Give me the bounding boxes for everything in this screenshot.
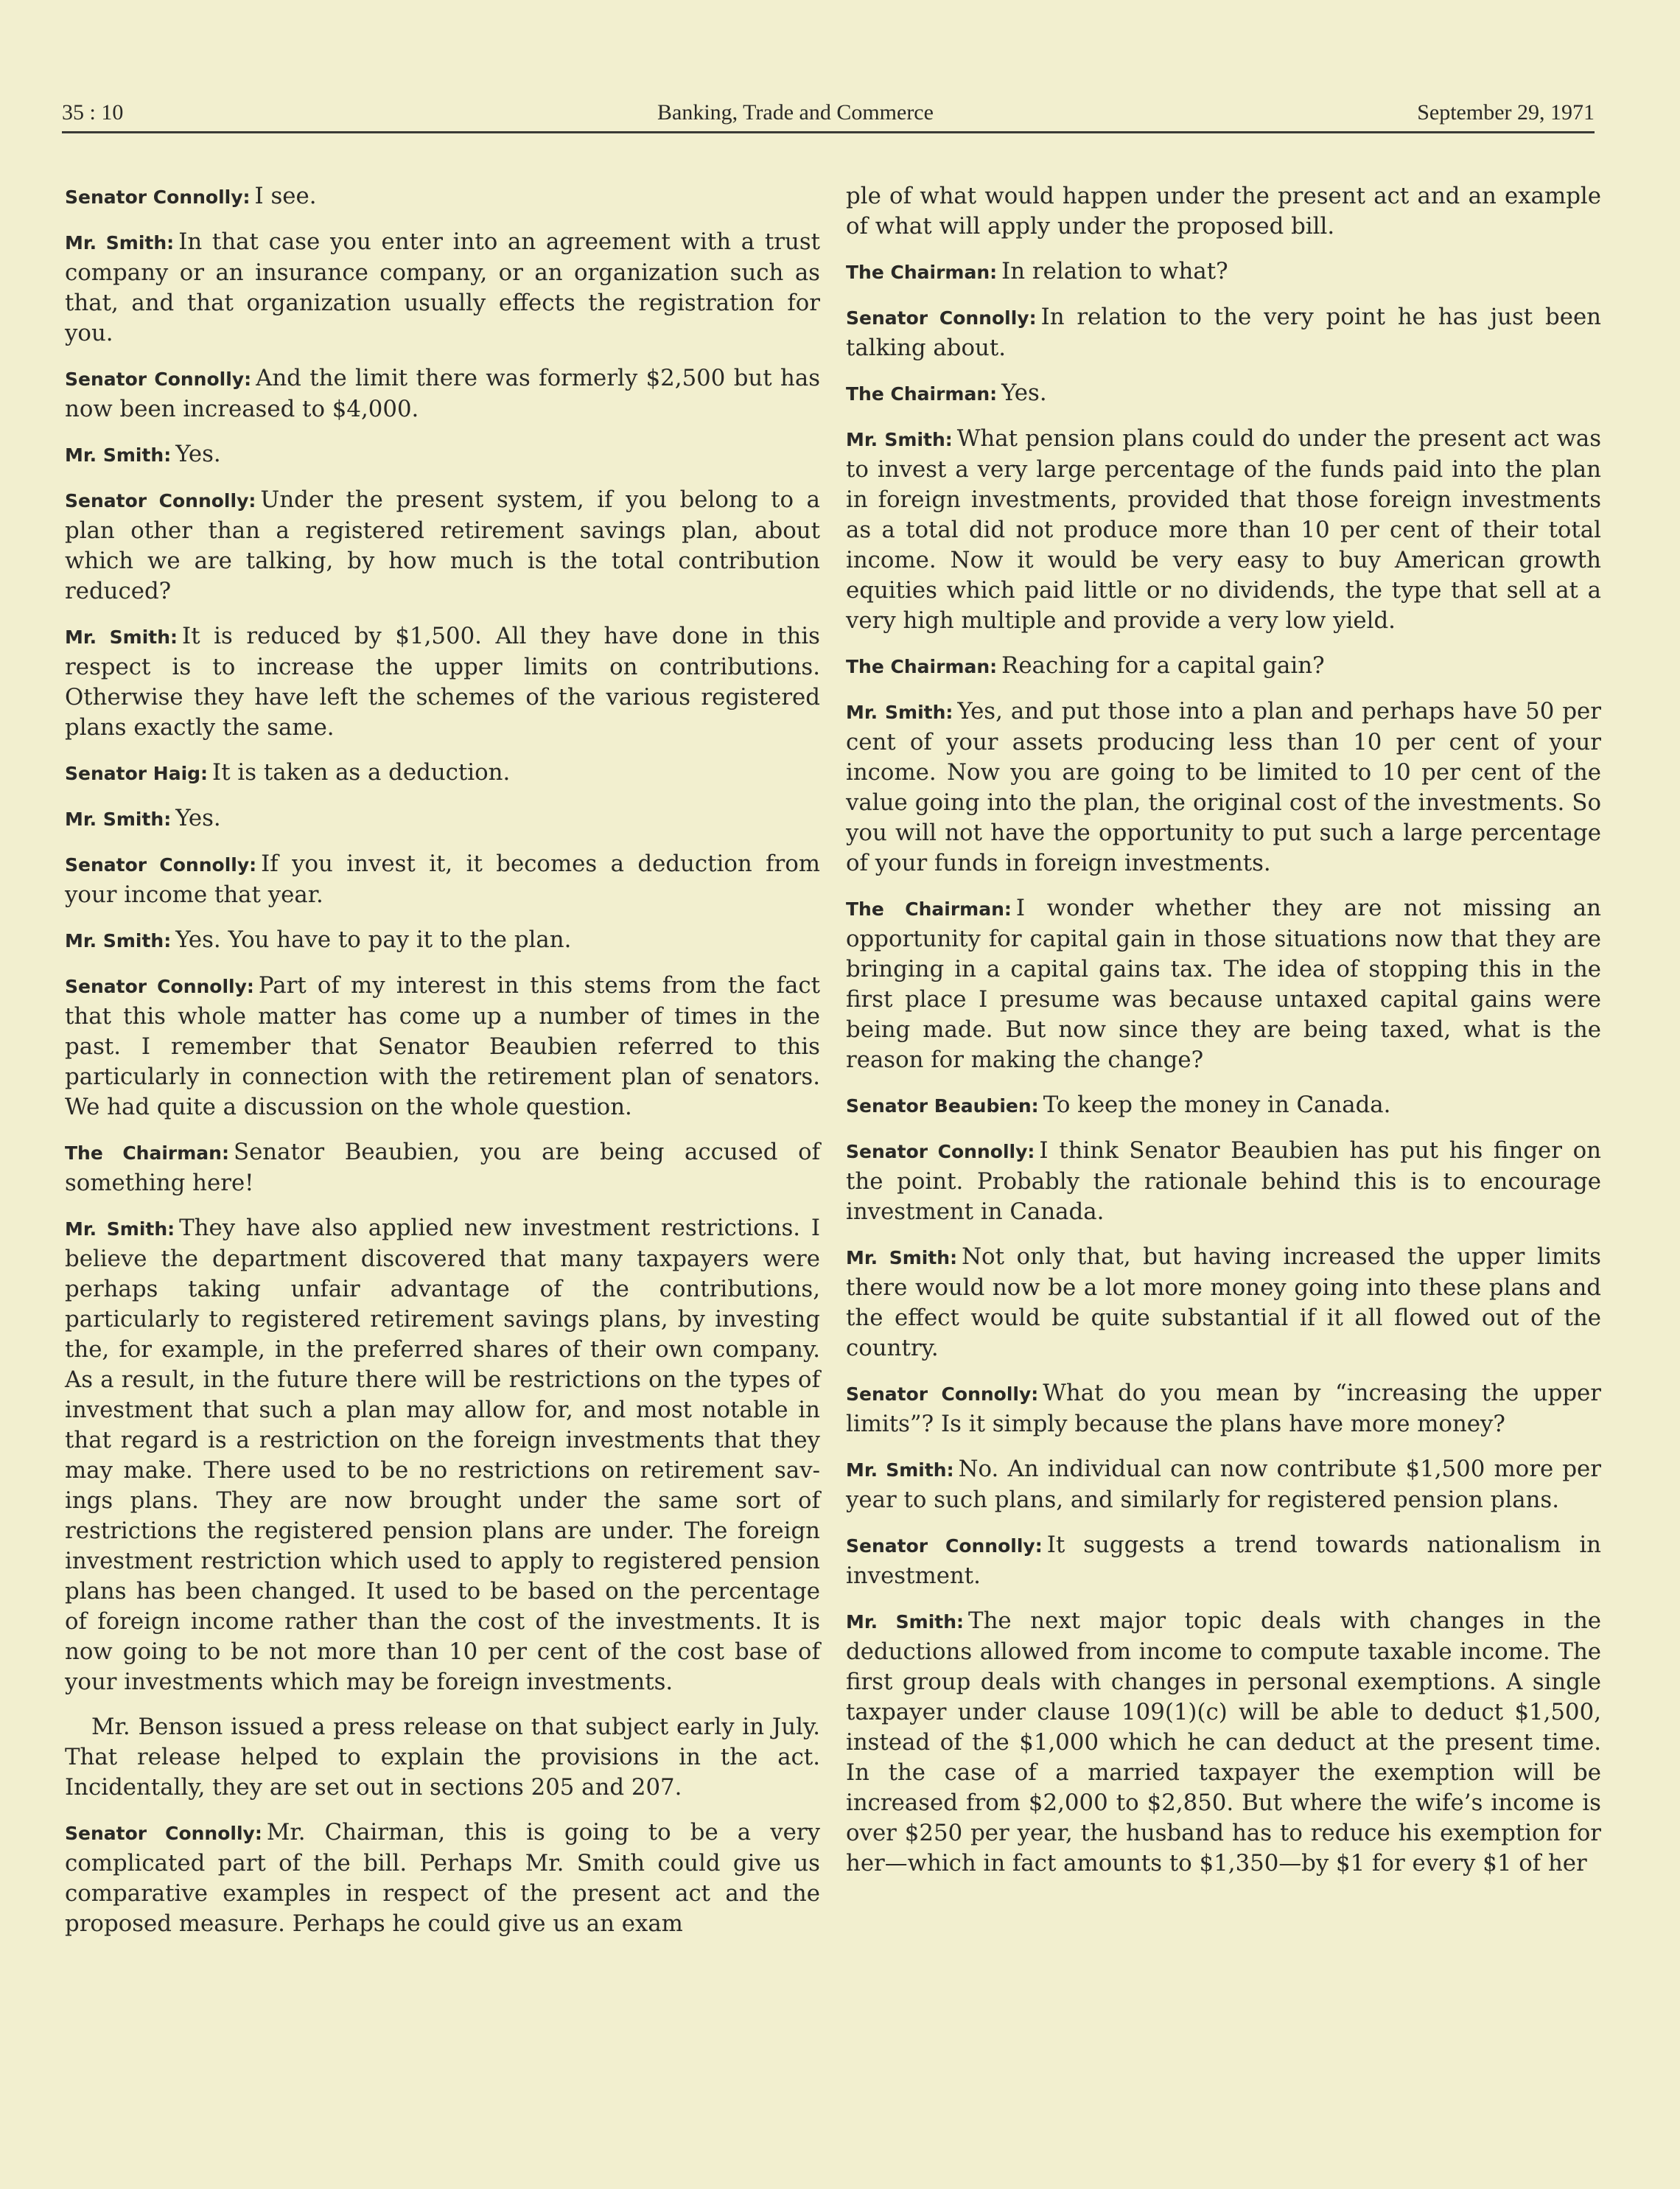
page-header [62, 93, 1595, 133]
paragraph-text: No. An individual can now contribute $1,500 more per year to such plans, and similarly for registered pension plans. [846, 1456, 1601, 1513]
paragraph [846, 378, 1601, 409]
speaker-label: Senator Connolly: [65, 369, 252, 390]
speaker-label: The Chairman: [846, 656, 998, 677]
paragraph-text: Yes. [175, 441, 221, 467]
paragraph-text: Reaching for a capital gain? [1001, 652, 1325, 679]
speaker-label: Mr. Smith: [846, 1459, 954, 1481]
speaker-label: The Chairman: [846, 383, 998, 405]
speaker-label: Mr. Smith: [846, 1247, 958, 1268]
speaker-label: Mr. Smith: [65, 626, 178, 648]
speaker-label: Mr. Smith: [65, 444, 172, 466]
paragraph-text: Under the present system, if you belong to a plan other than a registered retirement savings plan, about which we are talking, by how much is the total contribution reduced? [65, 486, 820, 604]
speaker-label: Senator Connolly: [65, 854, 257, 876]
paragraph [846, 651, 1601, 682]
paragraph [65, 621, 820, 743]
paragraph-text: To keep the money in Canada. [1043, 1092, 1391, 1118]
running-title: Banking, Trade and Commerce [657, 100, 934, 125]
paragraph [846, 1530, 1601, 1591]
paragraph-text: The next major topic deals with changes in the deductions allowed from income to compute taxable income. The first group deals with changes in personal exemptions. A single taxpayer under clause 109(1)(c) will be able to deduct $1,500, instead of the $1,000 which he can deduct at the present time. In the case of a married taxpayer the exemption will be increased from $2,000 to $2,850. But where the wife’s income is over $250 per year, the husband has to reduce his exemption for her—which in fact amounts to $1,350—by $1 for every $1 of her [846, 1607, 1602, 1876]
speaker-label: Mr. Smith: [65, 232, 175, 254]
paragraph [65, 1818, 820, 1939]
paragraph-text: They have also applied new investment restrictions. I believe the department discovered that many taxpayers were perhaps taking unfair advantage of the contributions, particularly to registered retirement savings plans, by investing the, for example, in the preferred shares of their own company. As a result, in the future there will be restrictions on the types of investment that such a plan may allow for, and most notable in that regard is a restriction on the foreign investments that they may make. There used to be no restrictions on retirement savings plans. They are now brought under the same sort of restrictions the registered pension plans are under. The foreign investment restriction which used to apply to registered pension plans has been changed. It used to be based on the percentage of foreign income rather than the cost of the investments. It is now going to be not more than 10 per cent of the cost base of your investments which may be foreign investments. [65, 1215, 821, 1695]
speaker-label: The Chairman: [846, 898, 1012, 920]
paragraph-text: I think Senator Beaubien has put his finger on the point. Probably the rationale behind this is to encourage investment in Canada. [846, 1137, 1602, 1225]
speaker-label: Senator Connolly: [846, 1383, 1039, 1405]
speaker-label: Senator Beaubien: [846, 1095, 1039, 1117]
paragraph [846, 1454, 1601, 1515]
page-date: September 29, 1971 [1417, 100, 1595, 125]
speaker-label: Senator Connolly: [846, 1535, 1043, 1557]
paragraph [65, 181, 820, 212]
paragraph [65, 485, 820, 607]
paragraph [846, 1378, 1601, 1439]
speaker-label: The Chairman: [846, 262, 998, 283]
paragraph [846, 696, 1601, 879]
speaker-label: Senator Connolly: [65, 186, 251, 208]
paragraph [846, 256, 1601, 287]
paragraph [65, 439, 820, 470]
speaker-label: Mr. Smith: [846, 1611, 965, 1633]
speaker-label: Mr. Smith: [65, 1218, 175, 1240]
paragraph [846, 1242, 1601, 1364]
paragraph [846, 302, 1601, 363]
paragraph-text: It is taken as a deduction. [212, 759, 511, 786]
paragraph-text: Yes. [175, 805, 221, 831]
paragraph [65, 849, 820, 910]
paragraph [65, 227, 820, 349]
paragraph [65, 363, 820, 425]
paragraph [65, 1213, 820, 1697]
paragraph-text: Yes. You have to pay it to the plan. [175, 926, 572, 953]
paragraph [65, 803, 820, 834]
speaker-label: Mr. Smith: [846, 429, 953, 450]
paragraph-text: In relation to what? [1001, 258, 1228, 284]
speaker-label: The Chairman: [65, 1142, 229, 1164]
paragraph [65, 971, 820, 1123]
speaker-label: Senator Haig: [65, 763, 209, 784]
page-number: 35 : 10 [62, 100, 124, 125]
paragraph [846, 893, 1601, 1075]
paragraph [846, 1606, 1601, 1879]
paragraph [65, 925, 820, 956]
paragraph-text: Not only that, but having increased the upper limits there would now be a lot more money going into these plans and the effect would be quite substantial if it all flowed out of the country. [846, 1243, 1601, 1361]
speaker-label: Senator Connolly: [846, 1141, 1035, 1162]
paragraph-text: It is reduced by $1,500. All they have done in this respect is to increase the upper limits on contributions. Otherwise they have left the schemes of the various registered plans exactly the same. [65, 623, 820, 741]
paragraph-text: Part of my interest in this stems from the fact that this whole matter has come up a number of times in the past. I remember that Senator Beaubien referred to this particularly in connection with the retirement plan of senators. We had quite a discussion on the whole question. [65, 972, 820, 1120]
paragraph [65, 758, 820, 789]
speaker-label: Senator Connolly: [65, 490, 256, 512]
speaker-label: Senator Connolly: [65, 1823, 262, 1844]
paragraph-text: I wonder whether they are not missing an opportunity for capital gain in those situations now that they are bringing in a capital gains tax. The idea of stopping this in the first place I presume was because untaxed capital gains were being made. But now since they are being taxed, what is the reason for making the change? [846, 895, 1602, 1073]
speaker-label: Mr. Smith: [65, 930, 172, 952]
right-column [846, 181, 1601, 1893]
paragraph-text: What pension plans could do under the present act was to invest a very large percentage of the funds paid into the plan in foreign investments, provided that those foreign investments as a total did not produce more than 10 per cent of their total income. Now it would be very easy to buy American growth equities which paid little or no dividends, the type that sell at a very high multiple and provide a very low yield. [846, 425, 1601, 634]
speaker-label: Mr. Smith: [65, 809, 172, 830]
left-column [65, 181, 820, 1954]
speaker-label: Senator Connolly: [846, 307, 1037, 329]
paragraph-text: I see. [254, 183, 317, 209]
paragraph-text: ple of what would happen under the present act and an example of what will apply under the proposed bill. [846, 183, 1601, 240]
paragraph-text: It suggests a trend towards nationalism in investment. [846, 1532, 1602, 1589]
paragraph [846, 1136, 1601, 1227]
paragraph-text: In that case you enter into an agreement with a trust company or an insurance company, or an organization such as that, and that organization usually effects the registration for you. [65, 228, 821, 346]
paragraph [65, 1712, 820, 1803]
paragraph [846, 1090, 1601, 1121]
paragraph-text: What do you mean by “increasing the upper limits”? Is it simply because the plans have more money? [846, 1380, 1601, 1437]
paragraph-text: Mr. Benson issued a press release on that subject early in July. That release helped to explain the provisions in the act. Incidentally, they are set out in sections 205 and 207. [65, 1714, 820, 1801]
paragraph [65, 1137, 820, 1198]
paragraph-text: If you invest it, it becomes a deduction from your income that year. [65, 851, 820, 908]
paragraph [846, 424, 1601, 636]
paragraph-text: Yes. [1001, 380, 1047, 406]
speaker-label: Mr. Smith: [846, 702, 953, 723]
speaker-label: Senator Connolly: [65, 976, 254, 997]
paragraph [846, 181, 1601, 242]
paragraph-text: In relation to the very point he has just been talking about. [846, 304, 1601, 361]
paragraph-text: Yes, and put those into a plan and perhaps have 50 per cent of your assets producing less than 10 per cent of your income. Now you are going to be limited to 10 per cent of the value going into the plan, the original cost of the investments. So you will not have the opportunity to put such a large percentage of your funds in foreign investments. [846, 698, 1602, 876]
paragraph-text: And the limit there was formerly $2,500 but has now been increased to $4,000. [65, 365, 820, 422]
paragraph-text: Senator Beaubien, you are being accused of something here! [65, 1139, 821, 1196]
paragraph-text: Mr. Chairman, this is going to be a very complicated part of the bill. Perhaps Mr. Smith could give us comparative examples in respect of the present act and the proposed measure. Perhaps he could give us an exam [65, 1819, 821, 1937]
